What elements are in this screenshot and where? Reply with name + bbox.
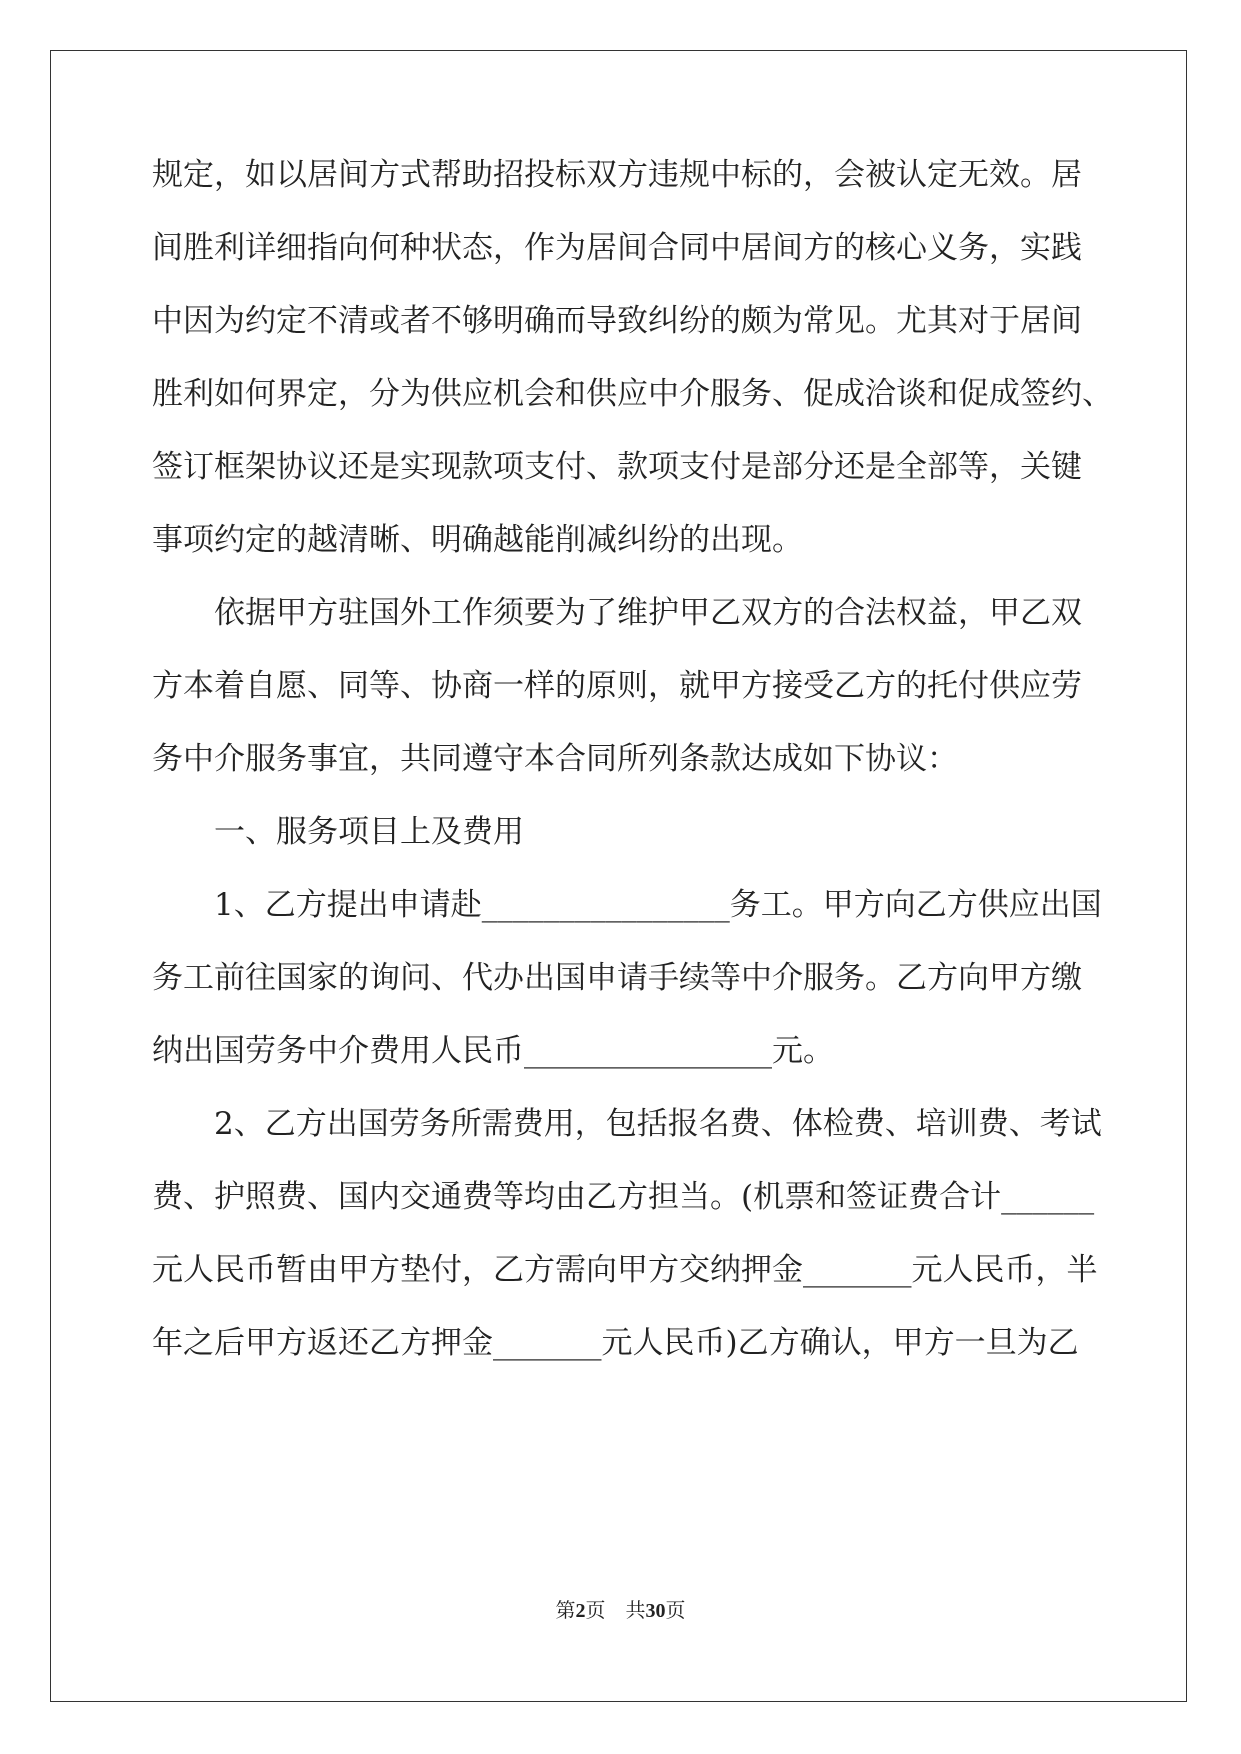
section-heading: 一、服务项目上及费用 [214,814,524,850]
paragraph-line: 元人民币暂由甲方垫付，乙方需向甲方交纳押金_______元人民币，半 [152,1252,1098,1288]
paragraph-line: 签订框架协议还是实现款项支付、款项支付是部分还是全部等，关键 [152,449,1082,485]
paragraph-line: 务中介服务事宜，共同遵守本合同所列条款达成如下协议： [152,741,958,777]
page-frame [50,50,1187,1702]
paragraph-line: 1、乙方提出申请赴________________务工。甲方向乙方供应出国 [214,887,1102,923]
footer-page-prefix: 第 [555,1600,576,1622]
footer-total-suffix: 页 [665,1600,686,1622]
footer-total-number: 30 [645,1600,666,1622]
paragraph-line: 纳出国劳务中介费用人民币________________元。 [152,1033,834,1069]
paragraph-line: 年之后甲方返还乙方押金_______元人民币)乙方确认，甲方一旦为乙 [152,1325,1079,1361]
paragraph-line: 2、乙方出国劳务所需费用，包括报名费、体检费、培训费、考试 [214,1106,1102,1142]
footer-page-suffix: 页 [585,1600,606,1622]
paragraph-line: 规定，如以居间方式帮助招投标双方违规中标的，会被认定无效。居 [152,157,1082,193]
page-footer [0,1597,1241,1625]
paragraph-line: 间胜利详细指向何种状态，作为居间合同中居间方的核心义务，实践 [152,230,1082,266]
paragraph-line: 事项约定的越清晰、明确越能削减纠纷的出现。 [152,522,803,558]
paragraph-line: 费、护照费、国内交通费等均由乙方担当。(机票和签证费合计______ [152,1179,1095,1215]
paragraph-line: 依据甲方驻国外工作须要为了维护甲乙双方的合法权益，甲乙双 [214,595,1082,631]
footer-page-number: 2 [575,1600,586,1622]
paragraph-line: 中因为约定不清或者不够明确而导致纠纷的颇为常见。尤其对于居间 [152,303,1082,339]
paragraph-line: 务工前往国家的询问、代办出国申请手续等中介服务。乙方向甲方缴 [152,960,1082,996]
footer-total-prefix: 共 [625,1600,646,1622]
paragraph-line: 胜利如何界定，分为供应机会和供应中介服务、促成洽谈和促成签约、 [152,376,1113,412]
paragraph-line: 方本着自愿、同等、协商一样的原则，就甲方接受乙方的托付供应劳 [152,668,1082,704]
